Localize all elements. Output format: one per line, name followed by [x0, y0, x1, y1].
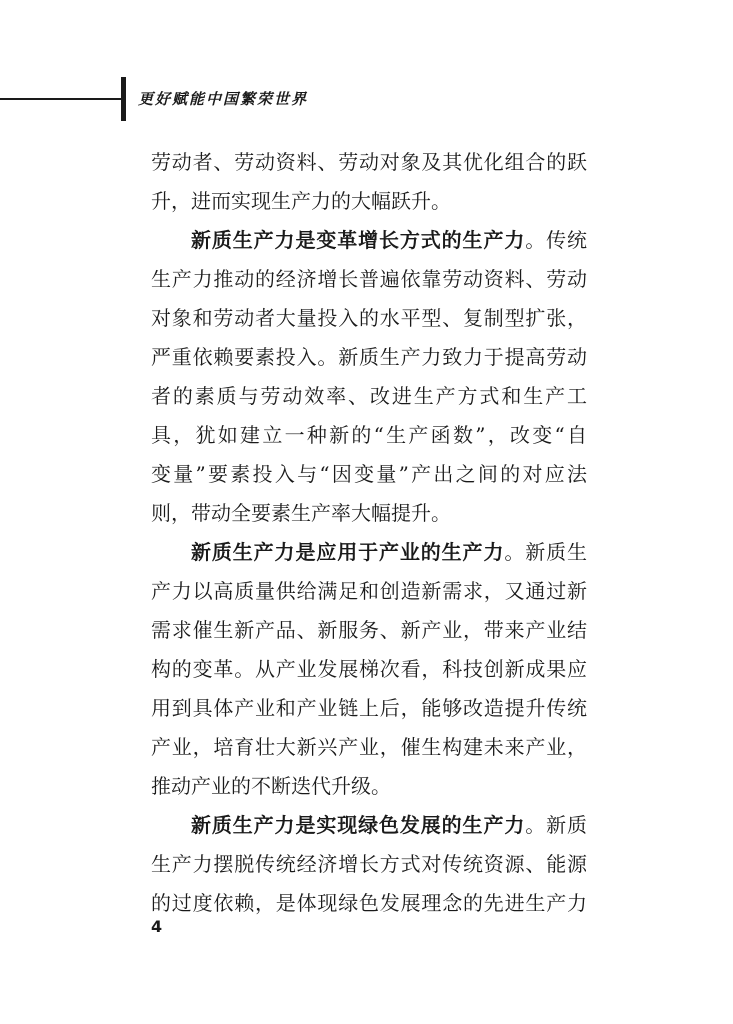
paragraph-lead-text: 。传统: [525, 228, 587, 252]
text-line: 生产力推动的经济增长普遍依靠劳动资料、劳动: [151, 267, 587, 291]
paragraph-lead-text: 。新质: [525, 813, 587, 837]
text-line: 升，进而实现生产力的大幅跃升。: [151, 189, 451, 213]
text-line: 需求催生新产品、新服务、新产业，带来产业结: [151, 618, 587, 642]
text-line: 变量”要素投入与“因变量”产出之间的对应法: [151, 462, 587, 486]
header-rule: [0, 98, 121, 100]
text-line: 严重依赖要素投入。新质生产力致力于提高劳动: [151, 345, 587, 369]
text-line: 推动产业的不断迭代升级。: [151, 774, 391, 798]
text-line: 的过度依赖，是体现绿色发展理念的先进生产力: [151, 891, 587, 915]
paragraph-lead-line: [151, 221, 587, 260]
page-number: 4: [151, 917, 163, 936]
text-line: 构的变革。从产业发展梯次看，科技创新成果应: [151, 657, 587, 681]
paragraph-lead-line: [151, 533, 587, 572]
text-line: 用到具体产业和产业链上后，能够改造提升传统: [151, 696, 587, 720]
paragraph-lead-text: 。新质生: [504, 540, 587, 564]
header-bar: [121, 77, 126, 121]
text-line: 则，带动全要素生产率大幅提升。: [151, 501, 451, 525]
paragraph-lead-line: [151, 806, 587, 845]
text-line: 具，犹如建立一种新的“生产函数”，改变“自: [151, 423, 587, 447]
text-line: 劳动者、劳动资料、劳动对象及其优化组合的跃: [151, 150, 587, 174]
text-line: 产力以高质量供给满足和创造新需求，又通过新: [151, 579, 587, 603]
body-text: [151, 143, 587, 923]
text-line: 者的素质与劳动效率、改进生产方式和生产工: [151, 384, 587, 408]
running-head: 更好赋能中国繁荣世界: [138, 90, 309, 108]
text-line: 产业，培育壮大新兴产业，催生构建未来产业，: [151, 735, 587, 759]
paragraph-heading: 新质生产力是变革增长方式的生产力: [191, 228, 526, 252]
paragraph-heading: 新质生产力是应用于产业的生产力: [191, 540, 505, 564]
text-line: 对象和劳动者大量投入的水平型、复制型扩张，: [151, 306, 587, 330]
paragraph-heading: 新质生产力是实现绿色发展的生产力: [191, 813, 526, 837]
text-line: 生产力摆脱传统经济增长方式对传统资源、能源: [151, 852, 587, 876]
